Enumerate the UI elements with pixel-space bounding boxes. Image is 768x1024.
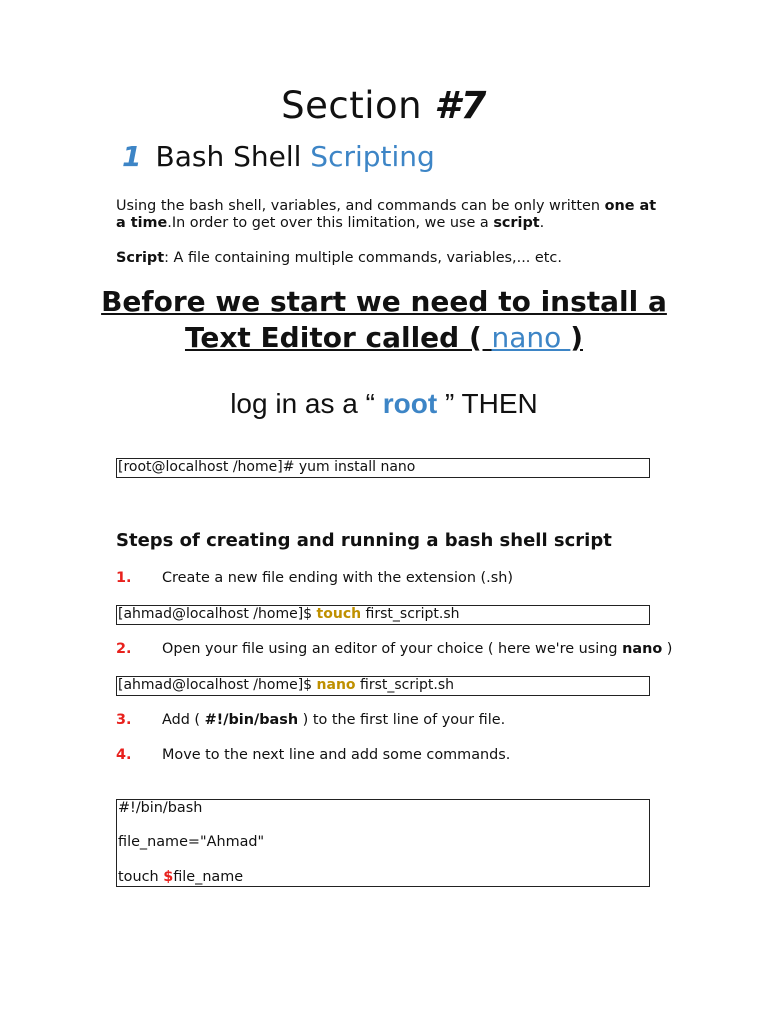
step-text-after: ) to the first line of your file.	[298, 712, 506, 728]
step-text: Create a new file ending with the extension (.sh)	[162, 570, 513, 586]
login-instruction	[0, 388, 768, 420]
step-number: 3.	[116, 712, 132, 728]
subtitle-accent: Scripting	[310, 140, 435, 173]
code-line-3	[118, 869, 243, 885]
script-term: Script	[116, 250, 165, 266]
step-text: Open your file using an editor of your choice ( here we're using	[162, 641, 623, 657]
section-title	[0, 84, 768, 127]
install-command: [root@localhost /home]# yum install nano	[118, 459, 416, 475]
install-heading	[0, 284, 768, 356]
step-number: 2.	[116, 641, 132, 657]
step-text-after: )	[662, 641, 673, 657]
heading-prefix: Text Editor called (	[184, 321, 492, 354]
login-root: root	[382, 388, 438, 419]
steps-heading: Steps of creating and running a bash shell script	[116, 530, 612, 551]
heading-suffix: )	[570, 321, 583, 354]
login-prefix: log in as a “	[230, 388, 383, 419]
intro-bold-2: script	[493, 215, 540, 231]
step-4	[116, 747, 510, 763]
step-1	[116, 570, 513, 586]
section-subtitle	[122, 140, 435, 173]
subtitle-index: 1	[122, 140, 142, 173]
command-arg: first_script.sh	[361, 606, 460, 622]
intro-text-1: Using the bash shell, variables, and commands can be only written	[116, 198, 605, 214]
code-variable: file_name	[173, 869, 244, 885]
intro-text-2: .In order to get over this limitation, we use a	[167, 215, 494, 231]
subtitle-text: Bash Shell	[155, 140, 311, 173]
step-number: 1.	[116, 570, 132, 586]
code-line-2: file_name="Ahmad"	[118, 834, 265, 850]
install-heading-line-2	[0, 320, 768, 356]
step-text: Move to the next line and add some commands.	[162, 747, 511, 763]
nano-link: nano	[491, 321, 571, 354]
step-bold: #!/bin/bash	[204, 712, 299, 728]
prompt: [ahmad@localhost /home]$	[118, 606, 317, 622]
code-dollar: $	[163, 869, 174, 885]
code-line-1: #!/bin/bash	[118, 800, 203, 816]
step-bold: nano	[622, 641, 663, 657]
step-text: Add (	[162, 712, 205, 728]
step-number: 4.	[116, 747, 132, 763]
script-definition	[116, 250, 661, 267]
intro-text-3: .	[539, 215, 545, 231]
intro-paragraph	[116, 198, 661, 232]
step-2	[116, 641, 672, 657]
step-3	[116, 712, 505, 728]
script-definition-text: : A file containing multiple commands, variables,... etc.	[164, 250, 562, 266]
touch-command-box	[116, 605, 650, 625]
command-keyword: touch	[316, 606, 362, 622]
section-label: Section	[281, 84, 435, 127]
command-arg: first_script.sh	[355, 677, 454, 693]
nano-command-box	[116, 676, 650, 696]
install-heading-line-1: Before we start we need to install a	[101, 285, 667, 318]
install-command-box	[116, 458, 650, 478]
section-number: #7	[434, 84, 487, 127]
code-touch: touch	[118, 869, 164, 885]
command-keyword: nano	[316, 677, 356, 693]
intro-bold-1: one at a time	[116, 198, 657, 231]
script-code-block	[116, 799, 650, 887]
login-suffix: ” THEN	[437, 388, 538, 419]
prompt: [ahmad@localhost /home]$	[118, 677, 317, 693]
